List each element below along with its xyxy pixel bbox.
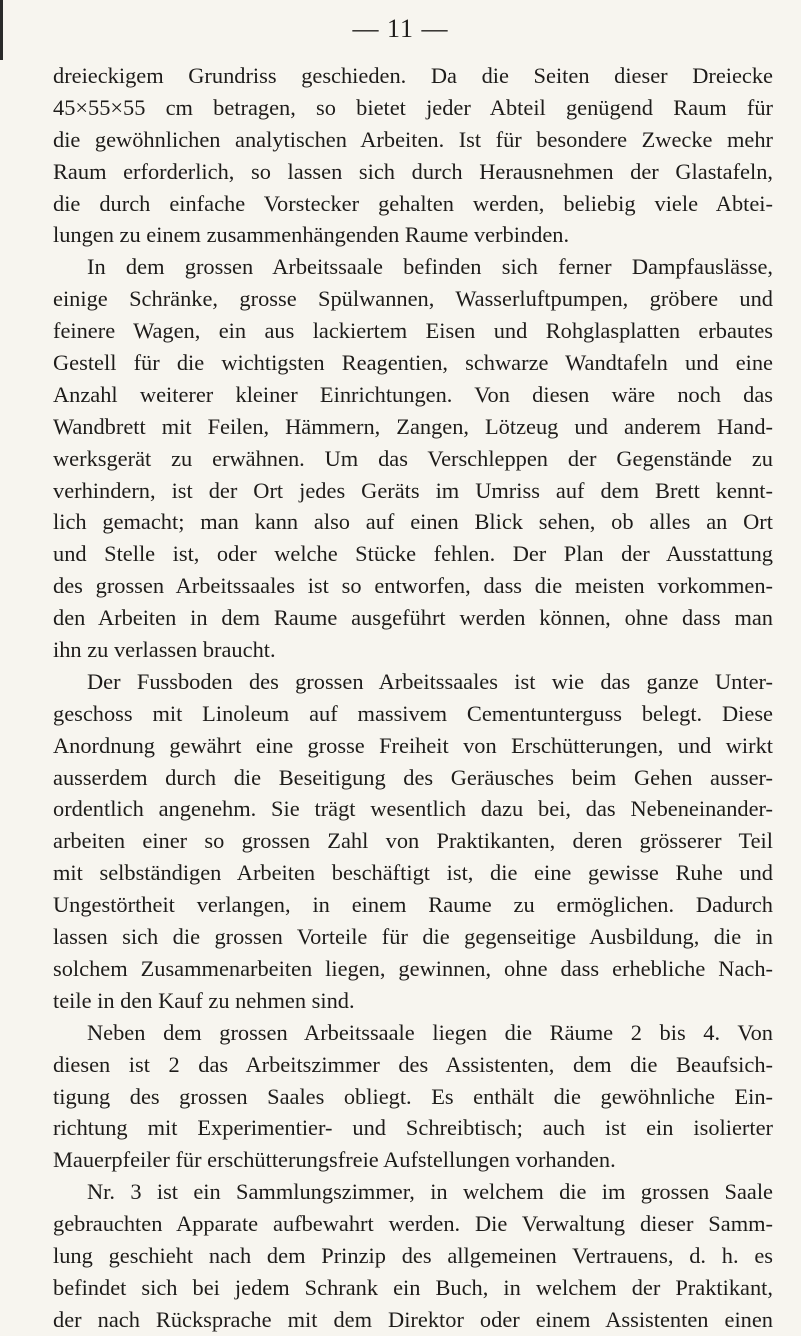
text-line: richtung mit Experimentier- und Schreibtisch; auch ist ein isolierter <box>53 1115 773 1141</box>
text-line: lich gemacht; man kann also auf einen Blick sehen, ob alles an Ort <box>53 509 773 535</box>
text-line: den Arbeiten in dem Raume ausgeführt werden können, ohne dass man <box>53 605 773 631</box>
text-line: gebrauchten Apparate aufbewahrt werden. Die Verwaltung dieser Samm- <box>53 1211 773 1237</box>
text-line: dreieckigem Grundriss geschieden. Da die Seiten dieser Dreiecke <box>53 63 773 88</box>
text-line: geschoss mit Linoleum auf massivem Cementunterguss belegt. Diese <box>53 700 773 726</box>
text-line: Nr. 3 ist ein Sammlungszimmer, in welchem die im grossen Saale <box>87 1179 773 1205</box>
text-line: lungen zu einem zusammenhängenden Raume verbinden. <box>53 222 570 248</box>
text-line: 45×55×55 cm betragen, so bietet jeder Abteil genügend Raum für <box>53 94 773 120</box>
text-line: des grossen Arbeitssaales ist so entworfen, dass die meisten vorkommen- <box>53 573 773 599</box>
text-line: feinere Wagen, ein aus lackiertem Eisen und Rohglasplatten erbautes <box>53 318 773 344</box>
text-line: lung geschieht nach dem Prinzip des allgemeinen Vertrauens, d. h. es <box>53 1242 773 1268</box>
text-line: die durch einfache Vorstecker gehalten werden, beliebig viele Abtei- <box>53 190 773 216</box>
text-line: die gewöhnlichen analytischen Arbeiten. Ist für besondere Zwecke mehr <box>53 126 773 152</box>
text-line: teile in den Kauf zu nehmen sind. <box>53 987 355 1013</box>
text-line: der nach Rücksprache mit dem Direktor oder einem Assistenten einen <box>53 1306 773 1332</box>
text-line: mit selbständigen Arbeiten beschäftigt ist, die eine gewisse Ruhe und <box>53 860 773 886</box>
text-line: einige Schränke, grosse Spülwannen, Wasserluftpumpen, gröbere und <box>53 286 773 312</box>
text-line: werksgerät zu erwähnen. Um das Verschleppen der Gegenstände zu <box>53 445 773 471</box>
text-line: Anzahl weiterer kleiner Einrichtungen. Von diesen wäre noch das <box>53 381 773 407</box>
text-line: befindet sich bei jedem Schrank ein Buch, in welchem der Praktikant, <box>53 1274 773 1300</box>
text-line: verhindern, ist der Ort jedes Geräts im Umriss auf dem Brett kennt- <box>53 477 773 503</box>
text-line: In dem grossen Arbeitssaale befinden sich ferner Dampfauslässe, <box>87 254 773 280</box>
text-line: ihn zu verlassen braucht. <box>53 637 276 663</box>
text-line: ordentlich angenehm. Sie trägt wesentlich dazu bei, das Nebeneinander- <box>53 796 773 822</box>
page-number-header: — 11 — <box>352 14 449 43</box>
text-line: arbeiten einer so grossen Zahl von Praktikanten, deren grösserer Teil <box>53 828 773 854</box>
text-line: Gestell für die wichtigsten Reagentien, schwarze Wandtafeln und eine <box>53 350 773 376</box>
text-line: solchem Zusammenarbeiten liegen, gewinnen, ohne dass erhebliche Nach- <box>53 955 773 981</box>
text-line: Raum erforderlich, so lassen sich durch Herausnehmen der Glastafeln, <box>53 158 773 184</box>
text-line: Neben dem grossen Arbeitssaale liegen die Räume 2 bis 4. Von <box>87 1019 773 1045</box>
text-line: Anordnung gewährt eine grosse Freiheit von Erschütterungen, und wirkt <box>53 732 773 758</box>
text-line: diesen ist 2 das Arbeitszimmer des Assistenten, dem die Beaufsich- <box>53 1051 773 1077</box>
text-line: und Stelle ist, oder welche Stücke fehlen. Der Plan der Ausstattung <box>53 541 773 567</box>
text-line: Wandbrett mit Feilen, Hämmern, Zangen, Lötzeug und anderem Hand- <box>53 413 773 439</box>
text-line: ausserdem durch die Beseitigung des Geräusches beim Gehen ausser- <box>53 764 773 790</box>
text-line: tigung des grossen Saales obliegt. Es enthält die gewöhnliche Ein- <box>53 1083 773 1109</box>
text-line: lassen sich die grossen Vorteile für die gegenseitige Ausbildung, die in <box>53 924 773 950</box>
text-line: Der Fussboden des grossen Arbeitssaales ist wie das ganze Unter- <box>87 668 773 694</box>
text-line: Ungestörtheit verlangen, in einem Raume zu ermöglichen. Dadurch <box>53 892 773 918</box>
text-line: Mauerpfeiler für erschütterungsfreie Aufstellungen vorhanden. <box>53 1147 616 1173</box>
body-text <box>53 60 773 1336</box>
